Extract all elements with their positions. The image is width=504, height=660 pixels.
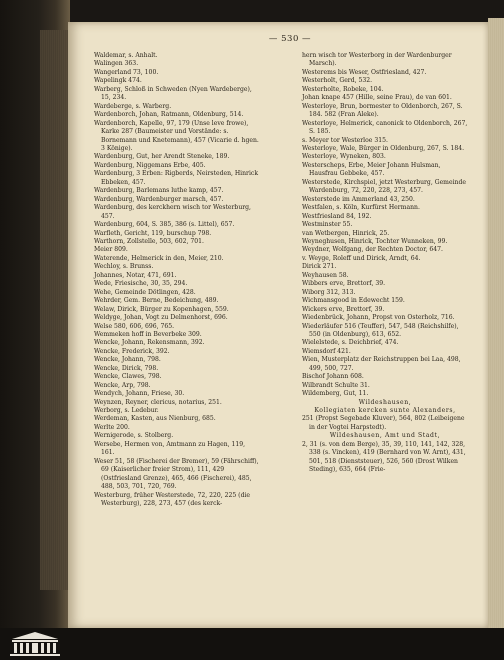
index-entry: Warfleth, Gericht, 119, burschup 798.	[94, 229, 212, 237]
index-entry: Warthorn, Zollstelle, 503, 602, 701.	[94, 237, 204, 245]
index-entry: Weyhausen 58.	[302, 271, 349, 279]
index-entry: Johan knape 457 (Hille, seine Frau), de van 601.	[302, 94, 452, 102]
index-entry: Bischof Johann 608.	[302, 373, 364, 381]
index-entry: Waldemar, s. Anhalt.	[94, 52, 158, 59]
index-entry: Weynzen, Reyner, clericus, notarius, 251.	[94, 398, 222, 406]
index-entry: Wehe, Gemeinde Dötlingen, 428.	[94, 288, 196, 296]
index-entry: Johannes, Notar, 471, 691.	[94, 271, 177, 279]
library-building-icon	[4, 631, 66, 658]
index-entry: v. Weyge, Roleff und Dirick, Arndt, 64.	[302, 254, 421, 262]
index-entry: van Wetbergen, Hinrick, 25.	[302, 229, 390, 237]
index-entry: Wechloy, s. Brunss.	[94, 263, 154, 271]
index-entry: Wielelstede, s. Deichbrief, 474.	[302, 339, 399, 347]
index-entry: Weser 51, 58 (Fischerei der Bremer), 59 (Fährschiff), 69 (Kaiserlicher freier Strom), 111, 429 (Ostfriesland Grenze), 465, 466 (Fischerei), 485, 488, 503, 701, 720, 769.	[94, 457, 259, 491]
index-entry: Wencke, Clawes, 798.	[94, 373, 162, 381]
index-entry: Dirick 271.	[302, 263, 337, 271]
index-entry: 2, 31 (s. von dem Berge), 35, 39, 110, 141, 142, 328, 338 (s. Vincken), 419 (Bernhard von W. Arnt), 431, 501, 518 (Dienststeuer), 526, 560 (Drost Wilken Steding), 635, 664 (Frie-	[302, 440, 466, 474]
index-entry: Wilbrandt Schulte 31.	[302, 381, 370, 389]
index-entry: Waterende, Helmerick in den, Meier, 210.	[94, 254, 224, 262]
index-entry: Wildemberg, Gut, 11.	[302, 390, 369, 398]
index-entry: Westminster 55.	[302, 221, 353, 229]
index-entry: Wibbers erve, Brettorf, 39.	[302, 280, 386, 288]
index-entry: Wickers erve, Brettorf, 39.	[302, 305, 385, 313]
index-entry: Weyneghusen, Hinrick, Tochter Wunneken, 99.	[302, 237, 448, 245]
index-entry: Wiborg 312, 313.	[302, 288, 356, 296]
index-entry: Wencke, Johann, 798.	[94, 356, 161, 364]
index-entry: Wencke, Arp, 798.	[94, 381, 151, 389]
index-entry: Weldyge, Johan, Vogt zu Delmenhorst, 696.	[94, 314, 228, 322]
index-entry: Wardenburg, 3 Erben: Rigberds, Neirsteden, Hinrick Ebbeken, 457.	[94, 170, 259, 186]
index-entry: Wardenborch, Johan, Ratmann, Oldenburg, 514.	[94, 111, 244, 119]
index-entry: Wencke, Dirick, 798.	[94, 364, 159, 372]
index-entry: Wardenburg, Wardenburger marsch, 457.	[94, 195, 224, 203]
page-stack	[40, 30, 70, 590]
index-entry: Meier 809.	[94, 246, 128, 254]
index-entry: Wersebe, Hermen von, Amtmann zu Hagen, 119, 161.	[94, 440, 246, 457]
index-entry: Westerloye, Brun, bormester to Oldenborch, 267, S. 184. 582 (Fran Aleke).	[302, 102, 463, 119]
index-entry: Wiederläufer 516 (Teuffer), 547, 548 (Reichshilfe), 550 (in Oldenburg), 613, 652.	[302, 322, 459, 338]
index-entry: Westerems bis Weser, Ostfriesland, 427.	[302, 68, 427, 76]
index-entry: Wardenburg, Barlemans luthe kamp, 457.	[94, 187, 224, 195]
index-entry: Kollegiaten kercken sunte Alexanders,	[314, 407, 456, 415]
book-right-edge	[488, 18, 504, 630]
index-entry: Welse 580, 606, 696, 765.	[94, 322, 175, 330]
index-entry: Werborg, s. Ledebur.	[94, 407, 159, 415]
index-entry: Wernigerode, s. Stolberg.	[94, 432, 174, 440]
index-entry: Westerburg, früher Westerstede, 72, 220, 225 (die Westerburg), 228, 273, 457 (des kerck-	[94, 491, 251, 508]
index-entry: Westerloye, Wyneken, 803.	[302, 153, 386, 161]
index-entry: Wardenburg, 604, S. 385, 386 (s. Littel), 657.	[94, 221, 235, 229]
index-entry: Wiedenbrück, Johann, Propst von Osterholz, 716.	[302, 314, 455, 322]
index-entry: Wede, Friesische, 30, 35, 294.	[94, 280, 188, 288]
index-entry: Werlte 200.	[94, 423, 130, 431]
index-entry: Wendych, Johann, Friese, 30.	[94, 390, 185, 398]
index-entry: Westerstede im Ammerland 43, 250.	[302, 195, 415, 203]
book-left-edge	[0, 0, 70, 628]
index-entry: Westerscheps, Erbe, Meier Johann Hulsman, Hausfrau Gebbeke, 457.	[302, 161, 441, 178]
index-entry: Westerstede, Kirchspiel, jetzt Westerburg, Gemeinde Wardenburg, 72, 220, 228, 273, 457.	[302, 178, 466, 195]
index-column-right	[302, 52, 468, 475]
index-entry: Wencke, Frederick, 392.	[94, 347, 170, 355]
index-entry: Westerholte, Robeke, 104.	[302, 85, 384, 93]
index-entry: Wardenburg, Niggemans Erbe, 405.	[94, 161, 206, 169]
index-entry: Walingen 363.	[94, 60, 139, 68]
index-entry: Westerloye, Helmerick, canonick to Oldenborch, 267, S. 185.	[302, 119, 468, 136]
index-entry: Wiemsdorf 421.	[302, 347, 351, 355]
index-entry: Wangerland 73, 100.	[94, 68, 159, 76]
index-entry: Westerloye, Wale, Bürger in Oldenburg, 267, S. 184.	[302, 144, 465, 152]
index-entry: Wapelingk 474.	[94, 77, 142, 85]
index-entry: Wencke, Johann, Rekensmann, 392.	[94, 339, 205, 347]
index-entry: 251 (Propst Segebade Kluver), 564, 802 (Leibeigene in der Vogtei Harpstedt).	[302, 415, 465, 431]
index-entry: hern wisch tor Westerborg in der Wardenburger Marsch).	[302, 52, 452, 68]
index-entry: Wehrder, Gem. Berne, Bedeichung, 489.	[94, 297, 219, 305]
index-entry: Westerholt, Gerd, 532.	[302, 77, 373, 85]
index-column-left	[94, 52, 260, 508]
index-entry: Wien, Musterplatz der Reichstruppen bei Laa, 498, 499, 500, 727.	[302, 356, 461, 372]
index-entry: Wichmansgood in Edewecht 159.	[302, 297, 405, 305]
index-entry: s. Meyer tor Westerloe 315.	[302, 136, 388, 144]
index-entry: Wildeshausen, Amt und Stadt,	[329, 432, 441, 440]
index-entry: Westfriesland 84, 192.	[302, 212, 372, 220]
index-entry: Weydner, Wolfgang, der Rechten Doctor, 647.	[302, 246, 443, 254]
bottom-strip	[0, 628, 504, 660]
index-entry: Wardenburg, Gut, her Arendt Steneke, 189.	[94, 153, 230, 161]
index-entry: Wardeberge, s. Warberg.	[94, 102, 172, 110]
index-entry: Wardenborch, Kapelle, 97, 179 (Unse leve frowe), Karke 287 (Baumeister und Vorstände: s. Bornemann und Knetemann), 457 (Vicarie d. hgen. 3 Könige).	[94, 119, 259, 152]
page-number: — 530 —	[268, 34, 312, 44]
index-entry: Wildeshausen,	[358, 398, 412, 406]
index-entry: Warberg, Schloß in Schweden (Nyen Wardeberge), 15, 234.	[94, 85, 252, 102]
index-entry: Werdeman, Kasten, aus Nienburg, 685.	[94, 415, 216, 423]
index-entry: Westfalen, s. Köln, Kurfürst Hermann.	[302, 204, 420, 212]
index-entry: Welaw, Dirick, Bürger zu Kopenhagen, 559.	[94, 305, 229, 313]
index-entry: Wemmeken hoff in Beverbeke 309.	[94, 330, 202, 338]
index-entry: Wardenburg, des kerckhern wisch tor Westerburg, 457.	[94, 204, 251, 220]
